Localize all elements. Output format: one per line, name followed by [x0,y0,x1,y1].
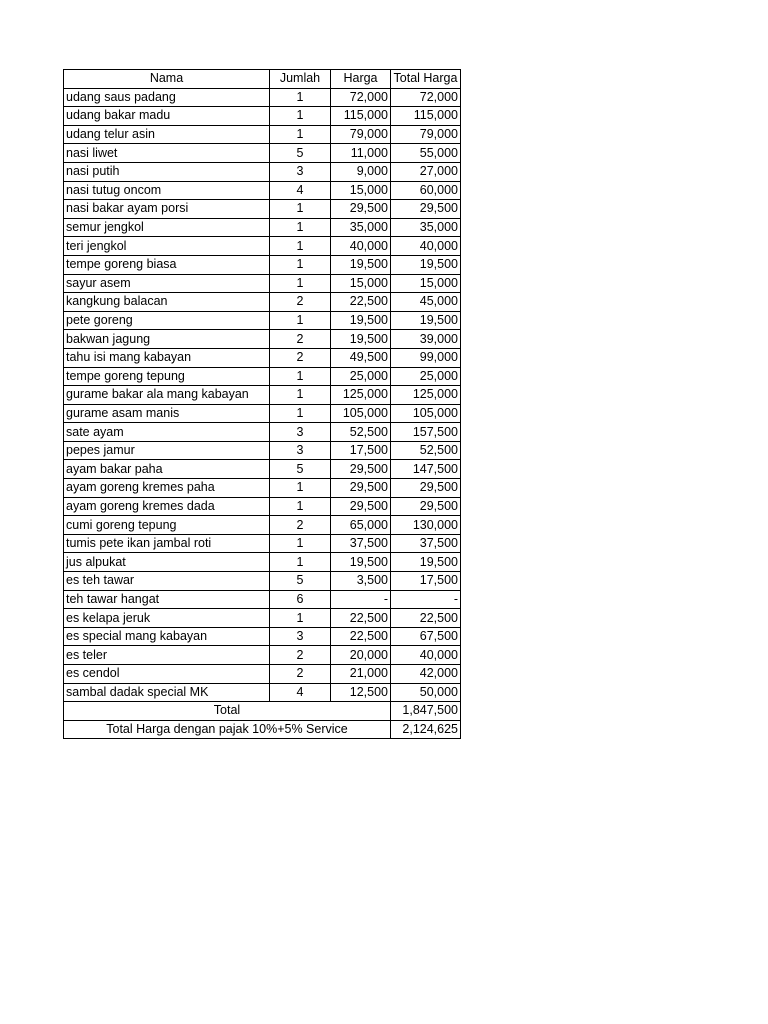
cell-harga: 52,500 [331,423,391,442]
cell-total-harga: 17,500 [391,572,461,591]
cell-harga: 9,000 [331,162,391,181]
cell-jumlah: 1 [270,367,331,386]
cell-jumlah: 2 [270,646,331,665]
cell-nama: udang telur asin [64,125,270,144]
price-table [63,69,461,739]
total-label: Total [64,702,391,721]
cell-jumlah: 5 [270,572,331,591]
cell-harga: - [331,590,391,609]
header-row [64,70,461,89]
cell-nama: sambal dadak special MK [64,683,270,702]
table-row [64,683,461,702]
cell-nama: tumis pete ikan jambal roti [64,534,270,553]
cell-nama: es cendol [64,665,270,684]
table-row [64,200,461,219]
cell-total-harga: 40,000 [391,237,461,256]
cell-total-harga: - [391,590,461,609]
cell-jumlah: 2 [270,348,331,367]
cell-jumlah: 2 [270,330,331,349]
cell-jumlah: 3 [270,627,331,646]
cell-total-harga: 22,500 [391,609,461,628]
cell-jumlah: 1 [270,107,331,126]
cell-harga: 35,000 [331,218,391,237]
cell-nama: es teh tawar [64,572,270,591]
table-row [64,144,461,163]
cell-harga: 115,000 [331,107,391,126]
cell-jumlah: 1 [270,609,331,628]
cell-nama: kangkung balacan [64,293,270,312]
table-row [64,423,461,442]
cell-nama: ayam bakar paha [64,460,270,479]
tax-total-row [64,720,461,739]
cell-total-harga: 60,000 [391,181,461,200]
cell-nama: es teler [64,646,270,665]
cell-total-harga: 115,000 [391,107,461,126]
table-row [64,479,461,498]
cell-harga: 40,000 [331,237,391,256]
cell-nama: tempe goreng biasa [64,255,270,274]
cell-jumlah: 1 [270,218,331,237]
cell-jumlah: 1 [270,125,331,144]
cell-nama: gurame bakar ala mang kabayan [64,386,270,405]
header-total-harga: Total Harga [391,70,461,89]
table-row [64,386,461,405]
cell-total-harga: 19,500 [391,255,461,274]
header-jumlah: Jumlah [270,70,331,89]
cell-nama: bakwan jagung [64,330,270,349]
table-row [64,107,461,126]
cell-jumlah: 1 [270,200,331,219]
cell-jumlah: 1 [270,88,331,107]
header-harga: Harga [331,70,391,89]
cell-total-harga: 52,500 [391,441,461,460]
cell-jumlah: 1 [270,479,331,498]
cell-jumlah: 4 [270,181,331,200]
cell-total-harga: 29,500 [391,497,461,516]
cell-harga: 29,500 [331,497,391,516]
table-row [64,516,461,535]
cell-jumlah: 3 [270,441,331,460]
cell-harga: 20,000 [331,646,391,665]
table-row [64,627,461,646]
cell-nama: nasi liwet [64,144,270,163]
table-row [64,88,461,107]
cell-total-harga: 25,000 [391,367,461,386]
cell-total-harga: 99,000 [391,348,461,367]
table-row [64,534,461,553]
cell-total-harga: 27,000 [391,162,461,181]
cell-harga: 29,500 [331,479,391,498]
table-row [64,553,461,572]
cell-nama: cumi goreng tepung [64,516,270,535]
cell-total-harga: 40,000 [391,646,461,665]
table-row [64,460,461,479]
cell-jumlah: 5 [270,144,331,163]
table-row [64,330,461,349]
table-row [64,646,461,665]
cell-jumlah: 2 [270,665,331,684]
cell-harga: 37,500 [331,534,391,553]
cell-harga: 72,000 [331,88,391,107]
cell-harga: 22,500 [331,609,391,628]
cell-nama: udang bakar madu [64,107,270,126]
cell-nama: semur jengkol [64,218,270,237]
cell-nama: tahu isi mang kabayan [64,348,270,367]
cell-total-harga: 19,500 [391,311,461,330]
cell-total-harga: 39,000 [391,330,461,349]
cell-total-harga: 37,500 [391,534,461,553]
cell-jumlah: 1 [270,274,331,293]
cell-harga: 29,500 [331,460,391,479]
cell-harga: 22,500 [331,627,391,646]
cell-nama: jus alpukat [64,553,270,572]
cell-nama: ayam goreng kremes paha [64,479,270,498]
table-row [64,162,461,181]
cell-jumlah: 3 [270,423,331,442]
cell-total-harga: 67,500 [391,627,461,646]
table-row [64,255,461,274]
cell-total-harga: 147,500 [391,460,461,479]
table-row [64,125,461,144]
cell-total-harga: 105,000 [391,404,461,423]
table-row [64,665,461,684]
cell-harga: 19,500 [331,553,391,572]
cell-total-harga: 29,500 [391,479,461,498]
table-row [64,572,461,591]
cell-jumlah: 1 [270,404,331,423]
cell-nama: sayur asem [64,274,270,293]
cell-total-harga: 50,000 [391,683,461,702]
cell-jumlah: 1 [270,255,331,274]
cell-nama: tempe goreng tepung [64,367,270,386]
table-row [64,293,461,312]
cell-harga: 15,000 [331,181,391,200]
cell-total-harga: 130,000 [391,516,461,535]
table-body [64,88,461,702]
cell-nama: es kelapa jeruk [64,609,270,628]
table-row [64,274,461,293]
cell-harga: 15,000 [331,274,391,293]
table-row [64,218,461,237]
cell-total-harga: 29,500 [391,200,461,219]
cell-total-harga: 19,500 [391,553,461,572]
cell-harga: 22,500 [331,293,391,312]
cell-jumlah: 1 [270,386,331,405]
cell-total-harga: 79,000 [391,125,461,144]
total-row [64,702,461,721]
cell-nama: pepes jamur [64,441,270,460]
cell-jumlah: 1 [270,311,331,330]
cell-total-harga: 35,000 [391,218,461,237]
cell-nama: nasi putih [64,162,270,181]
header-nama: Nama [64,70,270,89]
table-row [64,590,461,609]
cell-jumlah: 1 [270,497,331,516]
cell-nama: teri jengkol [64,237,270,256]
cell-jumlah: 4 [270,683,331,702]
cell-harga: 29,500 [331,200,391,219]
cell-total-harga: 55,000 [391,144,461,163]
cell-nama: es special mang kabayan [64,627,270,646]
cell-harga: 19,500 [331,255,391,274]
cell-harga: 3,500 [331,572,391,591]
cell-total-harga: 72,000 [391,88,461,107]
table-row [64,441,461,460]
cell-total-harga: 15,000 [391,274,461,293]
cell-harga: 11,000 [331,144,391,163]
cell-jumlah: 3 [270,162,331,181]
cell-nama: gurame asam manis [64,404,270,423]
tax-total-value: 2,124,625 [391,720,461,739]
cell-jumlah: 6 [270,590,331,609]
table-row [64,237,461,256]
table-row [64,348,461,367]
table-row [64,497,461,516]
cell-jumlah: 2 [270,516,331,535]
cell-jumlah: 2 [270,293,331,312]
table-row [64,311,461,330]
cell-harga: 49,500 [331,348,391,367]
cell-nama: teh tawar hangat [64,590,270,609]
total-value: 1,847,500 [391,702,461,721]
cell-nama: ayam goreng kremes dada [64,497,270,516]
cell-total-harga: 125,000 [391,386,461,405]
cell-harga: 17,500 [331,441,391,460]
cell-jumlah: 1 [270,534,331,553]
cell-harga: 105,000 [331,404,391,423]
cell-nama: udang saus padang [64,88,270,107]
cell-nama: nasi tutug oncom [64,181,270,200]
cell-harga: 79,000 [331,125,391,144]
table-row [64,609,461,628]
cell-total-harga: 45,000 [391,293,461,312]
cell-nama: pete goreng [64,311,270,330]
table-row [64,404,461,423]
cell-jumlah: 5 [270,460,331,479]
cell-jumlah: 1 [270,553,331,572]
cell-harga: 125,000 [331,386,391,405]
cell-harga: 19,500 [331,311,391,330]
cell-nama: sate ayam [64,423,270,442]
table-row [64,181,461,200]
cell-harga: 12,500 [331,683,391,702]
cell-harga: 65,000 [331,516,391,535]
cell-harga: 21,000 [331,665,391,684]
tax-total-label: Total Harga dengan pajak 10%+5% Service [64,720,391,739]
cell-jumlah: 1 [270,237,331,256]
cell-harga: 25,000 [331,367,391,386]
cell-nama: nasi bakar ayam porsi [64,200,270,219]
cell-total-harga: 42,000 [391,665,461,684]
cell-harga: 19,500 [331,330,391,349]
table-row [64,367,461,386]
cell-total-harga: 157,500 [391,423,461,442]
